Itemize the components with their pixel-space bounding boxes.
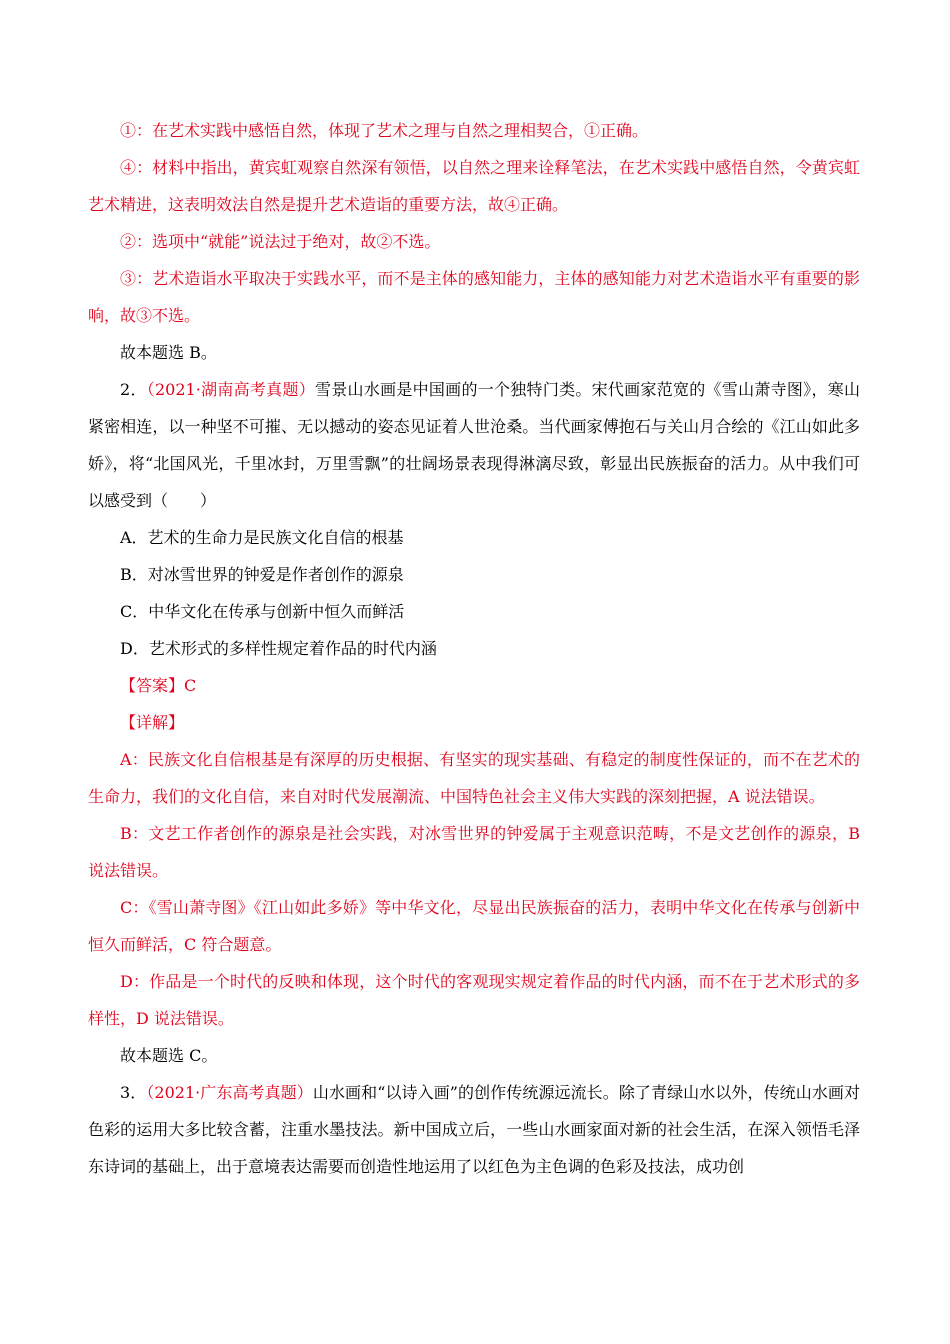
answer-value: C xyxy=(184,676,197,695)
analysis-line-4-correct: ④：材料中指出，黄宾虹观察自然深有领悟，以自然之理来诠释笔法，在艺术实践中感悟自然，令黄宾虹艺术精进，这表明效法自然是提升艺术造诣的重要方法，故④正确。 xyxy=(88,158,860,214)
analysis-line-3-wrong: ③：艺术造诣水平取决于实践水平，而不是主体的感知能力，主体的感知能力对艺术造诣水平有重要的影响，故③不选。 xyxy=(88,269,860,325)
question-number: 2． xyxy=(120,380,147,399)
analysis-b: B：文艺工作者创作的源泉是社会实践，对冰雪世界的钟爱属于主观意识范畴，不是文艺创作的源泉，B 说法错误。 xyxy=(88,824,860,880)
question-stem: 雪景山水画是中国画的一个独特门类。宋代画家范宽的《雪山萧寺图》，寒山紧密相连，以一种坚不可摧、无以撼动的姿态见证着人世沧桑。当代画家傅抱石与关山月合绘的《江山如此多娇》，将“北国风光，千里冰封，万里雪飘”的壮阔场景表现得淋漓尽致，彰显出民族振奋的活力。从中我们可以感受到（ ） xyxy=(88,380,860,510)
answer-line xyxy=(88,667,860,704)
option-c: C．中华文化在传承与创新中恒久而鲜活 xyxy=(120,602,405,621)
analysis-a: A：民族文化自信根基是有深厚的历史根据、有坚实的现实基础、有稳定的制度性保证的，而不在艺术的生命力，我们的文化自信，来自对时代发展潮流、中国特色社会主义伟大实践的深刻把握，A 说法错误。 xyxy=(88,750,860,806)
question-number: 3． xyxy=(120,1083,147,1102)
analysis-c: C：《雪山萧寺图》《江山如此多娇》等中华文化，尽显出民族振奋的活力，表明中华文化在传承与创新中恒久而鲜活，C 符合题意。 xyxy=(88,898,860,954)
analysis-line-1: ①：在艺术实践中感悟自然，体现了艺术之理与自然之理相契合，①正确。 xyxy=(120,121,649,140)
question-source: （2021·广东高考真题） xyxy=(146,1083,313,1102)
analysis-d: D：作品是一个时代的反映和体现，这个时代的客观现实规定着作品的时代内涵，而不在于艺术形式的多样性，D 说法错误。 xyxy=(88,972,860,1028)
option-b: B．对冰雪世界的钟爱是作者创作的源泉 xyxy=(120,565,404,584)
detail-label: 【详解】 xyxy=(120,713,185,732)
question-stem: 山水画和“以诗入画”的创作传统源远流长。除了青绿山水以外，传统山水画对色彩的运用大多比较含蓄，注重水墨技法。新中国成立后，一些山水画家面对新的社会生活，在深入领悟毛泽东诗词的基础上，出于意境表达需要而创造性地运用了以红色为主色调的色彩及技法，成功创 xyxy=(88,1083,860,1176)
option-d: D．艺术形式的多样性规定着作品的时代内涵 xyxy=(120,639,437,658)
question-source: （2021·湖南高考真题） xyxy=(146,380,315,399)
analysis-line-2-wrong: ②：选项中“就能”说法过于绝对，故②不选。 xyxy=(120,232,441,251)
answer-label: 【答案】 xyxy=(120,676,185,695)
conclusion-q1: 故本题选 B。 xyxy=(120,343,217,362)
document-page xyxy=(88,112,860,1185)
option-a: A．艺术的生命力是民族文化自信的根基 xyxy=(120,528,404,547)
question-3 xyxy=(88,1074,860,1185)
conclusion-q2: 故本题选 C。 xyxy=(120,1046,218,1065)
question-2 xyxy=(88,371,860,519)
